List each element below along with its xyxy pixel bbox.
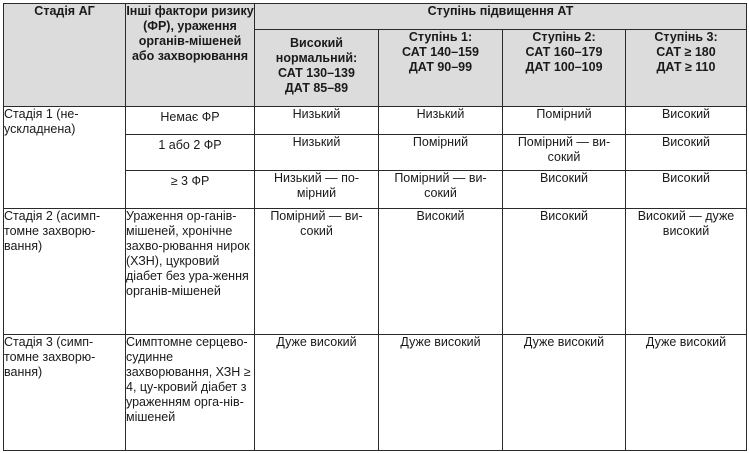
table-row <box>4 335 747 451</box>
risk-cell: Низький <box>255 135 379 171</box>
risk-cell: Високий <box>626 135 747 171</box>
header-bp-grade-1 <box>379 30 503 107</box>
stage-cell: Стадія 1 (не-ускладнена) <box>4 107 126 209</box>
risk-stratification-table <box>3 3 747 451</box>
header-bp-line: ДАТ 85–89 <box>284 81 349 95</box>
risk-cell: Помірний — ви-сокий <box>379 171 503 209</box>
risk-factor-cell: 1 або 2 ФР <box>126 135 255 171</box>
risk-cell: Низький — по-мірний <box>255 171 379 209</box>
risk-cell: Дуже високий <box>255 335 379 451</box>
header-bp-line: ДАТ 90–99 <box>408 60 473 74</box>
risk-cell: Високий <box>503 171 626 209</box>
header-bp-line: Високий <box>290 36 343 50</box>
header-bp-line: ДАТ 100–109 <box>525 60 603 74</box>
table-row <box>4 209 747 335</box>
header-bp-grade-3 <box>626 30 747 107</box>
header-bp-line: нормальний: <box>275 51 358 65</box>
header-bp-line: САТ 160–179 <box>525 45 603 59</box>
header-risk-factors: Інші фактори ризику (ФР), ураження органів-мішеней або захворювання <box>126 4 255 107</box>
risk-factor-cell: Ураження ор-ганів-мішеней, хронічне захво-рювання нирок (ХЗН), цукровий діабет без ура-ження органів-мішеней <box>126 209 255 335</box>
header-bp-line: САТ ≥ 180 <box>656 45 716 59</box>
risk-cell: Помірний <box>503 107 626 135</box>
header-bp-grade-2 <box>503 30 626 107</box>
risk-factor-cell: Симптомне серцево-судинне захворювання, ХЗН ≥ 4, цу-кровий діабет з ураженням орга-нів-мішеней <box>126 335 255 451</box>
header-bp-line: САТ 130–139 <box>278 66 355 80</box>
risk-cell: Дуже високий <box>626 335 747 451</box>
risk-cell: Помірний — ви-сокий <box>255 209 379 335</box>
risk-cell: Високий <box>503 209 626 335</box>
header-bp-degree: Ступінь підвищення АТ <box>255 4 747 30</box>
header-bp-line: Ступінь 3: <box>654 30 718 44</box>
risk-cell: Помірний — ви-сокий <box>503 135 626 171</box>
risk-cell: Помірний <box>379 135 503 171</box>
risk-cell: Високий <box>626 107 747 135</box>
risk-cell: Високий — дуже високий <box>626 209 747 335</box>
stage-cell: Стадія 3 (симп-томне захворю-вання) <box>4 335 126 451</box>
header-bp-line: Ступінь 2: <box>532 30 596 44</box>
risk-cell: Дуже високий <box>379 335 503 451</box>
header-bp-line: Ступінь 1: <box>408 30 473 44</box>
table-row <box>4 107 747 135</box>
risk-cell: Низький <box>379 107 503 135</box>
header-stage: Стадія АГ <box>4 4 126 107</box>
stage-cell: Стадія 2 (асимп-томне захворю-вання) <box>4 209 126 335</box>
risk-cell: Низький <box>255 107 379 135</box>
risk-cell: Дуже високий <box>503 335 626 451</box>
risk-factor-cell: ≥ 3 ФР <box>126 171 255 209</box>
risk-factor-cell: Немає ФР <box>126 107 255 135</box>
risk-cell: Високий <box>379 209 503 335</box>
header-bp-line: ДАТ ≥ 110 <box>656 60 716 74</box>
header-bp-line: САТ 140–159 <box>402 45 479 59</box>
header-row-group <box>4 4 747 30</box>
risk-cell: Високий <box>626 171 747 209</box>
header-bp-high-normal <box>255 30 379 107</box>
